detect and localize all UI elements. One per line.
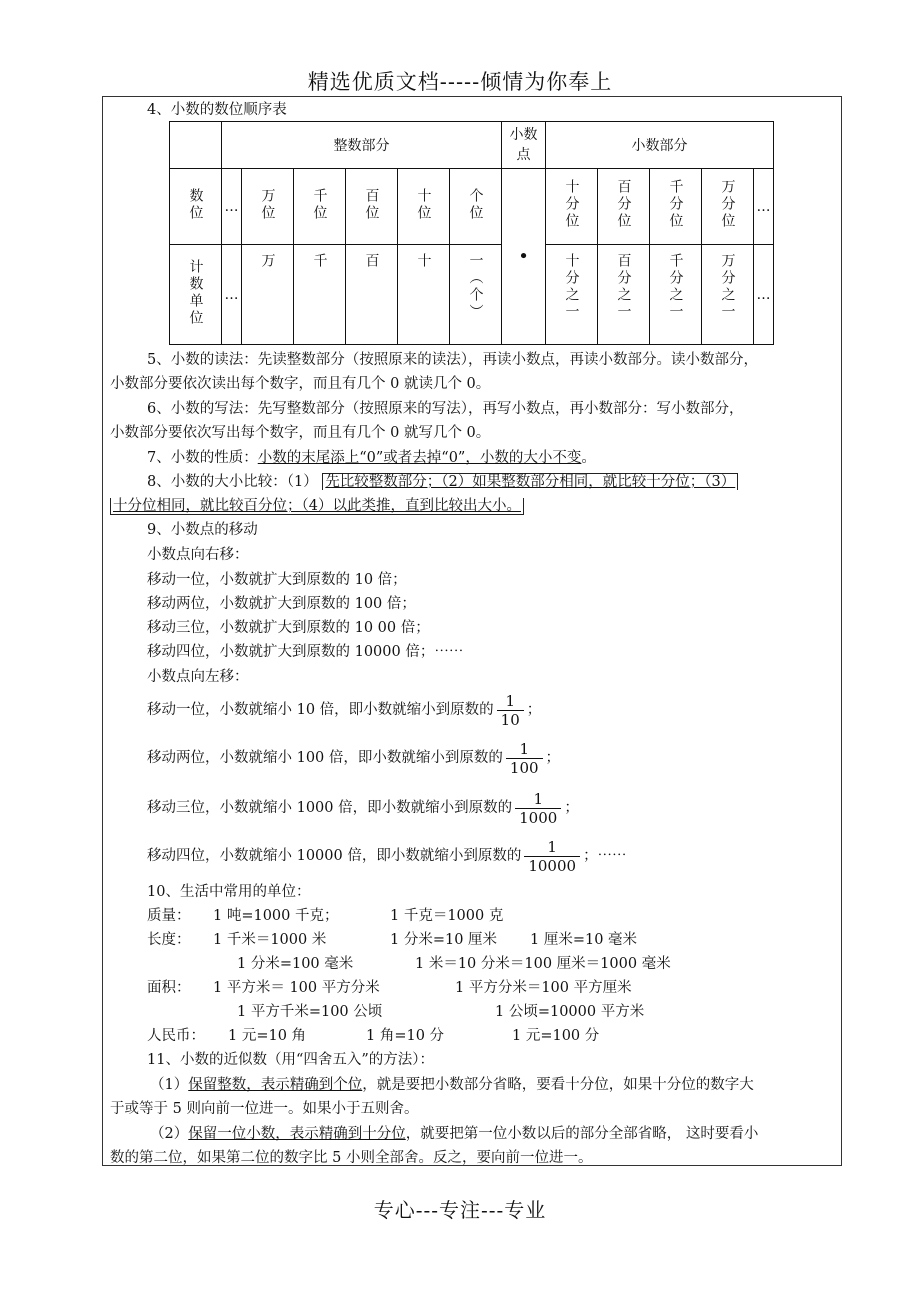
area-label: 面积： <box>147 980 191 996</box>
area-2: 1 平方分米＝100 平方厘米 <box>455 980 632 996</box>
place-value-table <box>169 121 774 345</box>
place-cell: 个位 <box>450 169 502 245</box>
fraction: $\frac{1}{10000}$ <box>524 838 580 875</box>
s7-line <box>147 448 596 468</box>
s11-p1-line-2: 于或等于 5 则向前一位进一。如果小于五则舍。 <box>110 1101 419 1117</box>
s8-rule-1: 先比较整数部分；（2）如果整数部分相同，就比较十分位；（3） <box>322 473 738 490</box>
place-cell: 万分位 <box>702 169 754 245</box>
row-label-place: 数位 <box>170 169 222 245</box>
unit-cell: 百 <box>346 245 398 345</box>
s7-suffix: 。 <box>581 450 596 466</box>
s6-line-2: 小数部分要依次写出每个数字，而且有几个 0 就写几个 0。 <box>110 425 491 441</box>
s7-rule: 小数的末尾添上“0”或者去掉“0”，小数的大小不变 <box>257 450 582 466</box>
money-label: 人民币： <box>147 1028 205 1044</box>
unit-cell: 万分之一 <box>702 245 754 345</box>
mass-2: 1 千克＝1000 克 <box>390 908 504 924</box>
length-label: 长度： <box>147 932 191 948</box>
fraction: $\frac{1}{100}$ <box>506 740 543 777</box>
s9-right-title: 小数点向右移： <box>147 547 249 563</box>
s8-rule-2: 十分位相同，就比较百分位；（4）以此类推，直到比较出大小。 <box>110 498 524 515</box>
s11-p1-underline: 保留整数，表示精确到个位 <box>188 1077 363 1093</box>
section-4-title: 4、小数的数位顺序表 <box>147 102 287 118</box>
page-header: 精选优质文档-----倾情为你奉上 <box>307 70 613 94</box>
s9-right-2: 移动两位，小数就扩大到原数的 100 倍； <box>147 596 416 612</box>
ellipsis-right: … <box>754 169 774 245</box>
unit-cell: 万 <box>242 245 294 345</box>
money-3: 1 元=100 分 <box>512 1028 600 1044</box>
area-3: 1 平方千米=100 公顷 <box>237 1004 383 1020</box>
page-footer: 专心---专注---专业 <box>373 1198 547 1222</box>
s8-line-1 <box>147 472 738 492</box>
point-header: 小数点 <box>502 122 546 169</box>
place-cell: 百位 <box>346 169 398 245</box>
place-cell: 十分位 <box>546 169 598 245</box>
s9-left-4: 移动四位，小数就缩小 10000 倍，即小数就缩小到原数的 $\frac{1}{10000}$ ；⋯⋯ <box>147 837 627 875</box>
s8-prefix: 8、小数的大小比较：（1） <box>147 474 318 490</box>
ellipsis-right: … <box>754 245 774 345</box>
s11-p2-line-1: （2）保留一位小数，表示精确到十分位，就要把第一位小数以后的部分全部省略， 这时要看小 <box>150 1126 759 1142</box>
s11-title: 11、小数的近似数（用“四舍五入”的方法）： <box>147 1052 435 1068</box>
place-cell: 十位 <box>398 169 450 245</box>
s11-p1-line-1: （1）保留整数，表示精确到个位，就是要把小数部分省略，要看十分位，如果十分位的数字大 <box>150 1077 754 1093</box>
decimal-point-cell: • <box>502 169 546 345</box>
unit-cell: 千 <box>294 245 346 345</box>
fraction: $\frac{1}{10}$ <box>497 692 524 729</box>
s6-line-1: 6、小数的写法：先写整数部分（按照原来的写法），再写小数点，再小数部分：写小数部分， <box>147 401 744 417</box>
s9-right-4: 移动四位，小数就扩大到原数的 10000 倍；⋯⋯ <box>147 644 464 660</box>
unit-cell: 一（个） <box>450 245 502 345</box>
table-corner <box>170 122 222 169</box>
area-4: 1 公顷=10000 平方米 <box>495 1004 645 1020</box>
ellipsis-left: … <box>222 169 242 245</box>
area-1: 1 平方米＝ 100 平方分米 <box>213 980 380 996</box>
unit-cell: 千分之一 <box>650 245 702 345</box>
length-3: 1 厘米=10 毫米 <box>530 932 638 948</box>
s8-line-2 <box>110 496 524 516</box>
decimal-part-header: 小数部分 <box>546 122 774 169</box>
length-4: 1 分米=100 毫米 <box>237 956 354 972</box>
s9-left-title: 小数点向左移： <box>147 669 249 685</box>
unit-cell: 十分之一 <box>546 245 598 345</box>
s7-prefix: 7、小数的性质： <box>147 450 258 466</box>
place-cell: 千分位 <box>650 169 702 245</box>
row-label-unit: 计数单位 <box>170 245 222 345</box>
length-5: 1 米＝10 分米＝100 厘米＝1000 毫米 <box>415 956 671 972</box>
s9-right-3: 移动三位，小数就扩大到原数的 10 00 倍； <box>147 620 430 636</box>
length-1: 1 千米＝1000 米 <box>213 932 327 948</box>
s11-p2-line-2: 数的第二位，如果第二位的数字比 5 小则全部舍。反之，要向前一位进一。 <box>110 1150 593 1166</box>
place-cell: 千位 <box>294 169 346 245</box>
integer-part-header: 整数部分 <box>222 122 502 169</box>
s5-line-1: 5、小数的读法：先读整数部分（按照原来的读法），再读小数点，再读小数部分。读小数部分， <box>147 352 758 368</box>
mass-1: 1 吨=1000 千克； <box>213 908 339 924</box>
ellipsis-left: … <box>222 245 242 345</box>
s9-left-2: 移动两位，小数就缩小 100 倍，即小数就缩小到原数的 $\frac{1}{100}$ ； <box>147 739 561 777</box>
mass-label: 质量： <box>147 908 191 924</box>
s9-title: 9、小数点的移动 <box>147 522 258 538</box>
money-2: 1 角=10 分 <box>366 1028 445 1044</box>
s5-line-2: 小数部分要依次读出每个数字，而且有几个 0 就读几个 0。 <box>110 376 491 392</box>
s10-title: 10、生活中常用的单位： <box>147 884 311 900</box>
s11-p2-underline: 保留一位小数，表示精确到十分位 <box>188 1126 406 1142</box>
place-cell: 百分位 <box>598 169 650 245</box>
s9-left-1: 移动一位，小数就缩小 10 倍，即小数就缩小到原数的 $\frac{1}{10}$ ； <box>147 691 542 729</box>
money-1: 1 元=10 角 <box>228 1028 307 1044</box>
place-cell: 万位 <box>242 169 294 245</box>
unit-cell: 百分之一 <box>598 245 650 345</box>
unit-cell: 十 <box>398 245 450 345</box>
s9-right-1: 移动一位，小数就扩大到原数的 10 倍； <box>147 572 407 588</box>
s9-left-3: 移动三位，小数就缩小 1000 倍，即小数就缩小到原数的 $\frac{1}{1000}$ ； <box>147 789 579 827</box>
length-2: 1 分米=10 厘米 <box>390 932 498 948</box>
fraction: $\frac{1}{1000}$ <box>515 790 561 827</box>
